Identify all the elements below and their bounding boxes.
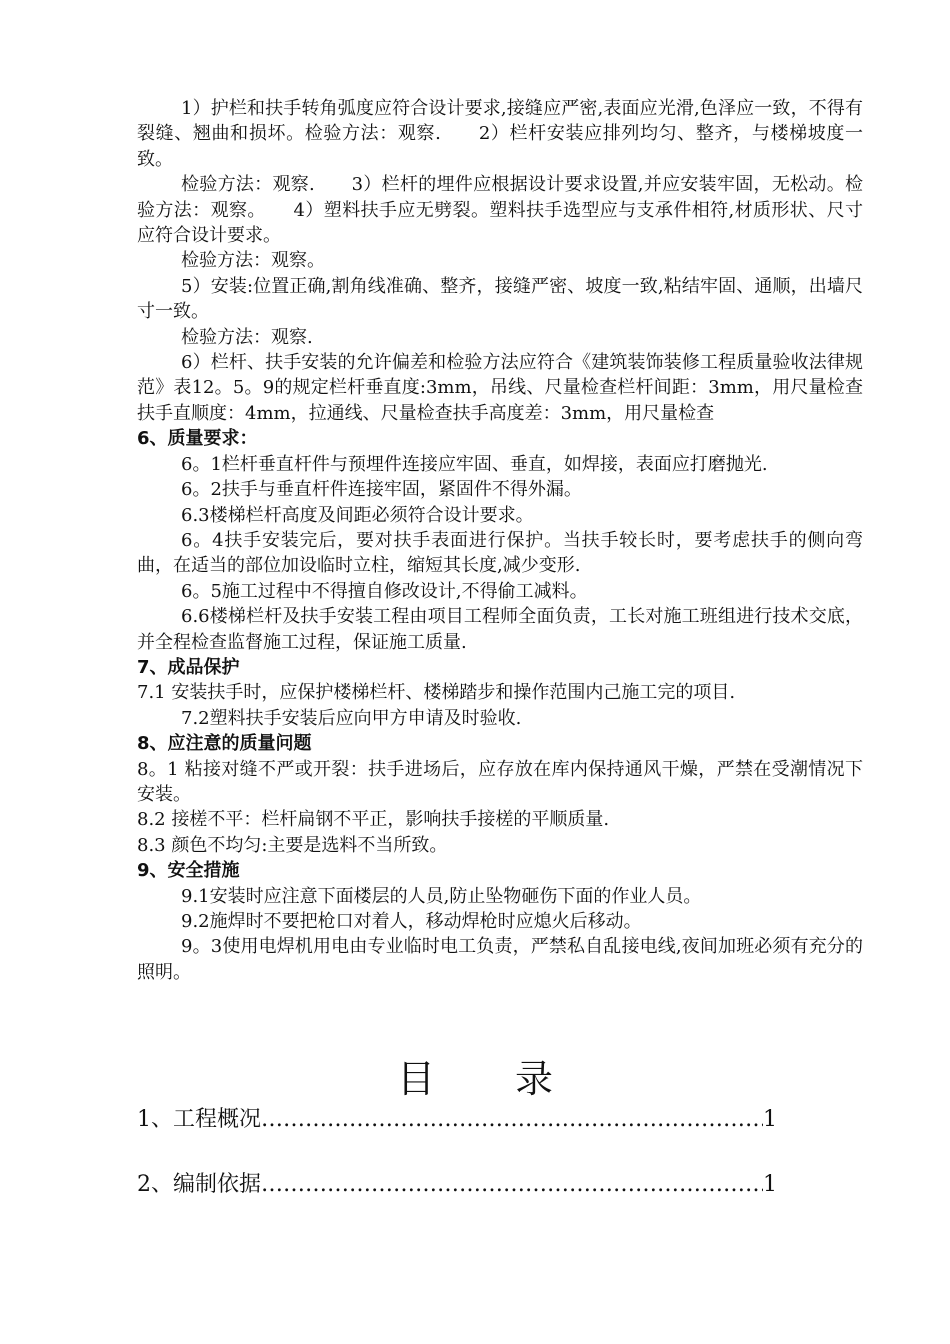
toc-entry-label: 1、工程概况 <box>137 1107 261 1132</box>
toc-entry-label: 2、编制依据 <box>137 1172 261 1197</box>
paragraph: 7.2塑料扶手安装后应向甲方申请及时验收. <box>181 707 522 729</box>
section-heading: 7、成品保护 <box>137 656 240 678</box>
paragraph: 检验方法：观察. <box>181 326 313 348</box>
document-body <box>137 96 863 985</box>
paragraph: 7.1 安装扶手时，应保护楼梯栏杆、楼梯踏步和操作范围内己施工完的项目. <box>137 682 736 704</box>
paragraph: 6。4扶手安装完后，要对扶手表面进行保护。当扶手较长时，要考虑扶手的侧向弯曲，在适当的部位加设临时立柱，缩短其长度,减少变形. <box>137 529 863 577</box>
paragraph: 8。1 粘接对缝不严或开裂：扶手进场后，应存放在库内保持通风干燥，严禁在受潮情况下安装。 <box>137 758 863 805</box>
paragraph: 检验方法：观察。 <box>181 250 325 272</box>
toc-entry[interactable] <box>137 1167 777 1203</box>
toc-leader-dots <box>261 1102 763 1138</box>
toc-leader-dots <box>261 1167 763 1203</box>
paragraph: 检验方法：观察. 3）栏杆的埋件应根据设计要求设置,并应安装牢固，无松动。检验方法：观察。 4）塑料扶手应无劈裂。塑料扶手选型应与支承件相符,材质形状、尺寸应符合设计要求。 <box>137 174 863 247</box>
paragraph: 6。2扶手与垂直杆件连接牢固，紧固件不得外漏。 <box>181 479 582 501</box>
section-heading: 9、安全措施 <box>137 860 240 882</box>
toc-entry[interactable] <box>137 1102 777 1138</box>
paragraph: 9.1安装时应注意下面楼层的人员,防止坠物砸伤下面的作业人员。 <box>181 885 702 907</box>
paragraph: 6）栏杆、扶手安装的允许偏差和检验方法应符合《建筑装饰装修工程质量验收法律规范》表12。5。9的规定栏杆垂直度:3mm，吊线、尺量检查栏杆间距：3mm，用尺量检查扶手直顺度：4mm，拉通线、尺量检查扶手高度差：3mm，用尺量检查 <box>137 352 863 424</box>
toc-entry-page: 1 <box>763 1107 777 1132</box>
paragraph: 6.3楼梯栏杆高度及间距必须符合设计要求。 <box>181 504 534 526</box>
section-heading: 6、质量要求： <box>137 428 258 450</box>
paragraph: 1）护栏和扶手转角弧度应符合设计要求,接缝应严密,表面应光滑,色泽应一致，不得有裂缝、翘曲和损坏。检验方法：观察. 2）栏杆安装应排列均匀、整齐，与楼梯坡度一致。 <box>137 98 863 170</box>
paragraph: 5）安装:位置正确,割角线准确、整齐，接缝严密、坡度一致,粘结牢固、通顺，出墙尺寸一致。 <box>137 275 863 323</box>
paragraph: 9.2施焊时不要把枪口对着人，移动焊枪时应熄火后移动。 <box>181 911 642 932</box>
toc-entry-page: 1 <box>763 1172 777 1197</box>
paragraph: 6。1栏杆垂直杆件与预埋件连接应牢固、垂直，如焊接，表面应打磨抛光. <box>181 453 768 475</box>
section-heading: 8、应注意的质量问题 <box>137 733 312 755</box>
paragraph: 9。3使用电焊机用电由专业临时电工负责，严禁私自乱接电线,夜间加班必须有充分的照明。 <box>137 936 863 983</box>
paragraph: 6。5施工过程中不得擅自修改设计,不得偷工减料。 <box>181 580 588 602</box>
toc-title: 目录 <box>396 1057 633 1101</box>
paragraph: 6.6楼梯栏杆及扶手安装工程由项目工程师全面负责，工长对施工班组进行技术交底，并全程检查监督施工过程，保证施工质量. <box>137 606 863 653</box>
paragraph: 8.3 颜色不均匀:主要是选料不当所致。 <box>137 834 448 856</box>
paragraph: 8.2 接槎不平：栏杆扁钢不平正，影响扶手接槎的平顺质量. <box>137 809 610 831</box>
